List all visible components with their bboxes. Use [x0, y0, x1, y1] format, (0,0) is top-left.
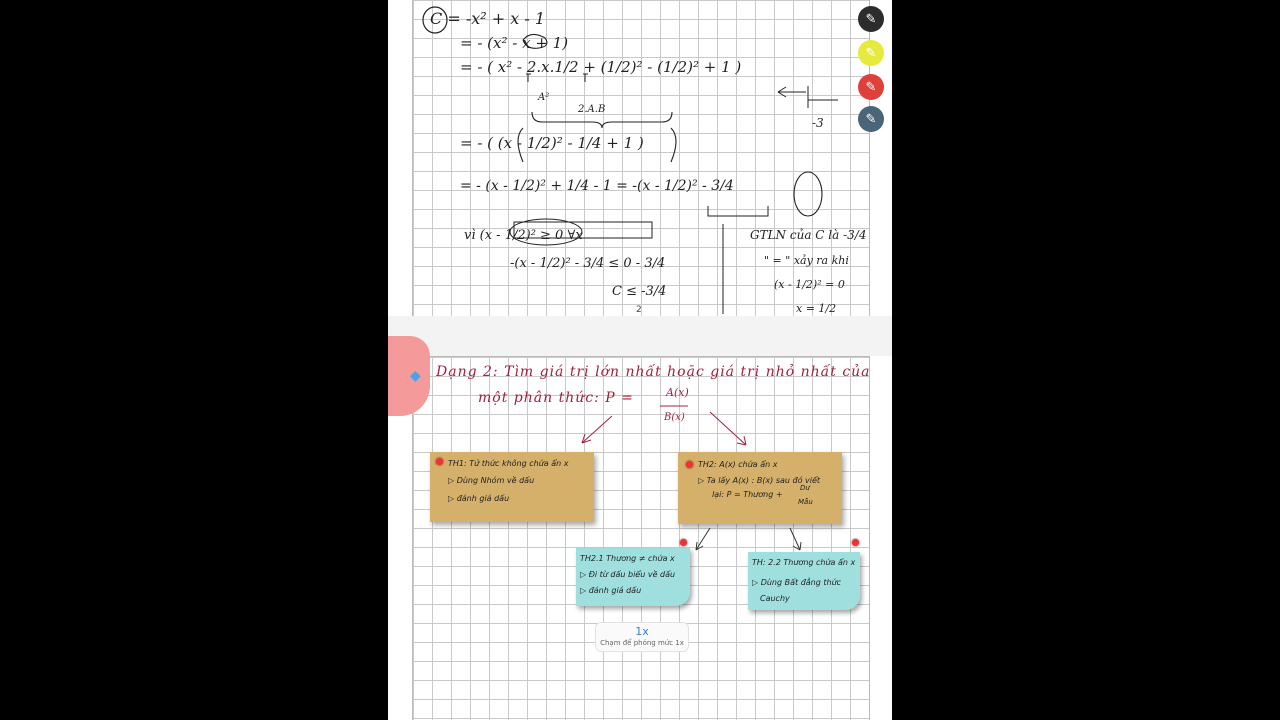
- note-item: Cauchy: [760, 594, 790, 603]
- margin-note: -3: [812, 116, 824, 130]
- math-side-4: x = 1/2: [796, 302, 837, 315]
- math-line-5: = - (x - 1/2)² + 1/4 - 1 = -(x - 1/2)² - 3/4: [460, 178, 734, 194]
- notebook-canvas[interactable]: [388, 0, 892, 720]
- math-side-3: (x - 1/2)² = 0: [774, 278, 845, 291]
- math-side-1: GTLN của C là -3/4: [750, 228, 867, 242]
- pin-icon: [686, 461, 693, 468]
- note-item: ▷ đánh giá dấu: [580, 586, 642, 595]
- diamond-icon: ◆: [410, 368, 421, 384]
- math-line-3-under: A²: [538, 92, 550, 103]
- note-item: ▷ Ta lấy A(x) : B(x) sau đó viết: [698, 476, 821, 485]
- note-item: ▷ Dùng Nhóm về dấu: [448, 476, 535, 485]
- math-line-7: -(x - 1/2)² - 3/4 ≤ 0 - 3/4: [510, 256, 666, 271]
- section-heading-line-2: một phân thức: P =: [478, 390, 634, 406]
- pen-slate-icon[interactable]: ✎: [858, 106, 884, 132]
- note-title: TH: 2.2 Thương chứa ẩn x: [752, 558, 856, 567]
- fraction-denominator: B(x): [664, 412, 685, 423]
- math-line-3: = - ( x² - 2.x.1/2 + (1/2)² - (1/2)² + 1 ): [460, 58, 742, 76]
- pen-yellow-icon[interactable]: ✎: [858, 40, 884, 66]
- sticky-note-th2-1[interactable]: [576, 548, 690, 606]
- note-title: TH2.1 Thương ≠ chứa x: [580, 554, 675, 563]
- math-line-3-brace: 2.A.B: [578, 104, 606, 115]
- note-item: ▷ Dùng Bất đẳng thức: [752, 578, 842, 587]
- math-line-1: C = -x² + x - 1: [430, 9, 546, 28]
- math-line-4: = - ( (x - 1/2)² - 1/4 + 1 ): [460, 134, 644, 152]
- note-fraction-num: Dư: [800, 484, 810, 492]
- sticky-note-th2-2[interactable]: [748, 552, 860, 610]
- zoom-level: 1x: [635, 625, 649, 638]
- note-title: TH1: Tử thức không chứa ẩn x: [448, 459, 569, 468]
- section-heading: Dạng 2: Tìm giá trị lớn nhất hoặc giá trị nhỏ nhất của: [436, 364, 871, 380]
- math-line-8: C ≤ -3/4: [612, 284, 667, 299]
- pin-icon: [680, 539, 687, 546]
- zoom-hint: Chạm để phóng mức 1x: [600, 639, 684, 647]
- note-title: TH2: A(x) chứa ẩn x: [698, 460, 778, 469]
- fraction-numerator: A(x): [666, 386, 689, 399]
- math-side-2: " = " xảy ra khi: [764, 254, 849, 267]
- note-fraction-den: Mẫu: [798, 498, 813, 506]
- math-line-6: vì (x - 1/2)² ≥ 0 ∀x: [464, 228, 583, 243]
- sticky-note-th2[interactable]: [678, 452, 842, 524]
- pin-icon: [436, 458, 443, 465]
- pen-black-icon[interactable]: ✎: [858, 6, 884, 32]
- pin-icon: [852, 539, 859, 546]
- sticky-note-th1[interactable]: [430, 452, 594, 522]
- diagram-arrows: [388, 0, 892, 720]
- math-line-2: = - (x² - x + 1): [460, 34, 569, 52]
- page-number: 2: [636, 305, 642, 315]
- note-item: ▷ đánh giá dấu: [448, 494, 510, 503]
- pen-red-icon[interactable]: ✎: [858, 74, 884, 100]
- note-item: lại: P = Thương +: [712, 490, 783, 499]
- note-item: ▷ Đi từ dấu biểu về dấu: [580, 570, 676, 579]
- zoom-indicator[interactable]: [595, 622, 689, 652]
